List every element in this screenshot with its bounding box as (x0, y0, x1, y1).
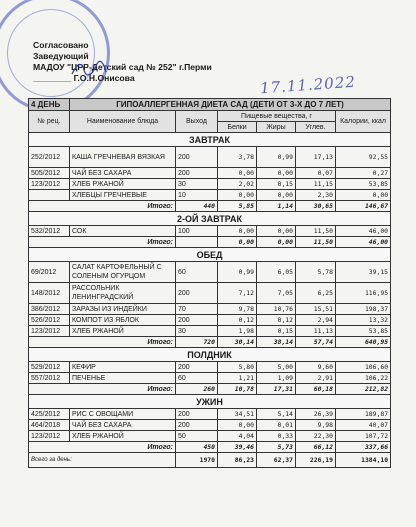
menu-table (28, 98, 391, 468)
total-yield (176, 237, 218, 248)
total-yield: 260 (176, 384, 218, 395)
fat-value: 10,76 (257, 304, 296, 315)
recipe-number: 252/2012 (29, 147, 70, 168)
kcal-value: 39,15 (336, 262, 391, 283)
recipe-number (29, 190, 70, 201)
kcal-value: 107,72 (336, 431, 391, 442)
protein-value: 1,21 (218, 373, 257, 384)
protein-value: 2,02 (218, 179, 257, 190)
day-label: 4 ДЕНЬ (29, 99, 70, 111)
kcal-value: 189,87 (336, 409, 391, 420)
carbs-value: 0,07 (296, 168, 336, 179)
grand-total-fat: 62,37 (257, 453, 296, 468)
recipe-number: 123/2012 (29, 326, 70, 337)
total-label: Итого: (29, 384, 176, 395)
total-yield: 450 (176, 442, 218, 453)
col-nutrients: Пищевые вещества, г (218, 111, 336, 122)
kcal-value: 198,37 (336, 304, 391, 315)
total-label: Итого: (29, 337, 176, 348)
fat-value: 6,05 (257, 262, 296, 283)
recipe-number: 526/2012 (29, 315, 70, 326)
dish-name: КОМПОТ ИЗ ЯБЛОК (70, 315, 176, 326)
total-label: Итого: (29, 201, 176, 212)
dish-yield: 30 (176, 179, 218, 190)
table-row (29, 168, 391, 179)
grand-total-carbs: 226,19 (296, 453, 336, 468)
dish-name: ПЕЧЕНЬЕ (70, 373, 176, 384)
carbs-value: 17,13 (296, 147, 336, 168)
dish-yield: 200 (176, 147, 218, 168)
protein-value: 4,04 (218, 431, 257, 442)
kcal-value: 116,95 (336, 283, 391, 304)
dish-name: ХЛЕБ РЖАНОЙ (70, 431, 176, 442)
dish-name: РАССОЛЬНИК ЛЕНИНГРАДСКИЙ (70, 283, 176, 304)
section-total-row (29, 442, 391, 453)
total-fat: 38,14 (257, 337, 296, 348)
total-label: Итого: (29, 442, 176, 453)
recipe-number: 425/2012 (29, 409, 70, 420)
protein-value: 3,78 (218, 147, 257, 168)
column-header-row (29, 111, 391, 122)
table-row (29, 226, 391, 237)
total-protein: 30,14 (218, 337, 257, 348)
recipe-number: 557/2012 (29, 373, 70, 384)
grand-total-row (29, 453, 391, 468)
recipe-number: 505/2012 (29, 168, 70, 179)
signature-mark (70, 60, 108, 78)
total-fat: 1,14 (257, 201, 296, 212)
dish-yield: 70 (176, 304, 218, 315)
table-row (29, 262, 391, 283)
total-label: Итого: (29, 237, 176, 248)
carbs-value: 11,50 (296, 226, 336, 237)
total-kcal: 337,66 (336, 442, 391, 453)
fat-value: 0,00 (257, 226, 296, 237)
fat-value: 0,12 (257, 315, 296, 326)
kcal-value: 46,00 (336, 226, 391, 237)
carbs-value: 2,30 (296, 190, 336, 201)
menu-body (29, 133, 391, 453)
carbs-value: 15,51 (296, 304, 336, 315)
col-recipe: № рец. (29, 111, 70, 133)
recipe-number: 123/2012 (29, 431, 70, 442)
grand-total-yield: 1970 (176, 453, 218, 468)
total-kcal: 640,95 (336, 337, 391, 348)
dish-yield: 60 (176, 262, 218, 283)
dish-yield: 200 (176, 420, 218, 431)
total-carbs: 66,12 (296, 442, 336, 453)
kcal-value: 40,07 (336, 420, 391, 431)
grand-total-protein: 86,23 (218, 453, 257, 468)
col-fat: Жиры (257, 122, 296, 133)
total-carbs: 57,74 (296, 337, 336, 348)
protein-value: 1,98 (218, 326, 257, 337)
total-protein: 0,00 (218, 237, 257, 248)
total-carbs: 60,18 (296, 384, 336, 395)
section-title: УЖИН (29, 395, 391, 409)
protein-value: 9,78 (218, 304, 257, 315)
section-title: ПОЛДНИК (29, 348, 391, 362)
table-row (29, 283, 391, 304)
kcal-value: 0,27 (336, 168, 391, 179)
dish-yield: 200 (176, 362, 218, 373)
dish-name: ЧАЙ БЕЗ САХАРА (70, 168, 176, 179)
section-header-lunch (29, 248, 391, 262)
total-yield: 720 (176, 337, 218, 348)
approval-organization: МАДОУ "ЦРР-Детский сад № 252" г.Перми (33, 62, 212, 72)
approval-signatory: ________ Г.О.Н.Онисова (33, 73, 135, 83)
table-row (29, 315, 391, 326)
col-protein: Белки (218, 122, 257, 133)
carbs-value: 5,78 (296, 262, 336, 283)
table-row (29, 362, 391, 373)
table-row (29, 420, 391, 431)
table-row (29, 190, 391, 201)
grand-total-label: Всего за день: (29, 453, 176, 468)
total-protein: 10,78 (218, 384, 257, 395)
protein-value: 34,51 (218, 409, 257, 420)
total-fat: 5,73 (257, 442, 296, 453)
protein-value: 0,12 (218, 315, 257, 326)
total-protein: 39,46 (218, 442, 257, 453)
recipe-number: 123/2012 (29, 179, 70, 190)
recipe-number: 69/2012 (29, 262, 70, 283)
fat-value: 0,15 (257, 326, 296, 337)
approval-block (33, 40, 212, 84)
dish-yield: 50 (176, 431, 218, 442)
recipe-number: 529/2012 (29, 362, 70, 373)
section-header-snack (29, 348, 391, 362)
fat-value: 0,00 (257, 168, 296, 179)
total-kcal: 212,82 (336, 384, 391, 395)
kcal-value: 106,60 (336, 362, 391, 373)
dish-yield: 200 (176, 283, 218, 304)
table-row (29, 179, 391, 190)
table-row (29, 326, 391, 337)
carbs-value: 11,13 (296, 326, 336, 337)
total-kcal: 146,67 (336, 201, 391, 212)
recipe-number: 464/2018 (29, 420, 70, 431)
kcal-value: 0,00 (336, 190, 391, 201)
section-title: ЗАВТРАК (29, 133, 391, 147)
table-row (29, 304, 391, 315)
dish-yield: 200 (176, 315, 218, 326)
total-yield: 440 (176, 201, 218, 212)
col-yield: Выход (176, 111, 218, 133)
section-title: 2-ОЙ ЗАВТРАК (29, 212, 391, 226)
recipe-number: 386/2012 (29, 304, 70, 315)
protein-value: 7,12 (218, 283, 257, 304)
dish-name: КАША ГРЕЧНЕВАЯ ВЯЗКАЯ (70, 147, 176, 168)
section-header-breakfast (29, 133, 391, 147)
diet-title: ГИПОАЛЛЕРГЕННАЯ ДИЕТА САД (ДЕТИ ОТ 3-Х ДО 7 ЛЕТ) (70, 99, 391, 111)
section-title: ОБЕД (29, 248, 391, 262)
col-carbs: Углев. (296, 122, 336, 133)
dish-yield: 100 (176, 226, 218, 237)
table-row (29, 431, 391, 442)
fat-value: 0,01 (257, 420, 296, 431)
fat-value: 5,14 (257, 409, 296, 420)
total-kcal: 46,00 (336, 237, 391, 248)
protein-value: 0,00 (218, 190, 257, 201)
dish-name: САЛАТ КАРТОФЕЛЬНЫЙ С СОЛЕНЫМ ОГУРЦОМ (70, 262, 176, 283)
section-total-row (29, 201, 391, 212)
col-name: Наименование блюда (70, 111, 176, 133)
dish-yield: 60 (176, 373, 218, 384)
fat-value: 0,15 (257, 179, 296, 190)
section-total-row (29, 384, 391, 395)
protein-value: 5,80 (218, 362, 257, 373)
approval-title: Согласовано (33, 40, 89, 50)
dish-yield: 10 (176, 190, 218, 201)
table-row (29, 409, 391, 420)
carbs-value: 6,25 (296, 283, 336, 304)
carbs-value: 22,30 (296, 431, 336, 442)
recipe-number: 148/2012 (29, 283, 70, 304)
total-fat: 0,00 (257, 237, 296, 248)
dish-name: ЗАРАЗЫ ИЗ ИНДЕЙКИ (70, 304, 176, 315)
table-row (29, 373, 391, 384)
section-total-row (29, 237, 391, 248)
total-carbs: 30,65 (296, 201, 336, 212)
kcal-value: 53,85 (336, 179, 391, 190)
table-title-row (29, 99, 391, 111)
dish-name: ХЛЕБЦЫ ГРЕЧНЕВЫЕ (70, 190, 176, 201)
kcal-value: 106,22 (336, 373, 391, 384)
kcal-value: 13,32 (336, 315, 391, 326)
carbs-value: 11,15 (296, 179, 336, 190)
kcal-value: 92,55 (336, 147, 391, 168)
col-kcal: Калории, ккал (336, 111, 391, 133)
table-row (29, 147, 391, 168)
carbs-value: 9,98 (296, 420, 336, 431)
grand-total-kcal: 1384,10 (336, 453, 391, 468)
dish-name: ЧАЙ БЕЗ САХАРА (70, 420, 176, 431)
dish-yield: 200 (176, 168, 218, 179)
approval-position: Заведующий (33, 51, 89, 61)
protein-value: 0,99 (218, 262, 257, 283)
fat-value: 1,09 (257, 373, 296, 384)
recipe-number: 532/2012 (29, 226, 70, 237)
protein-value: 0,00 (218, 168, 257, 179)
protein-value: 0,00 (218, 420, 257, 431)
fat-value: 0,00 (257, 190, 296, 201)
handwritten-date: 17.11.2022 (259, 72, 357, 98)
section-header-second-breakfast (29, 212, 391, 226)
total-protein: 5,85 (218, 201, 257, 212)
dish-name: СОК (70, 226, 176, 237)
section-header-dinner (29, 395, 391, 409)
carbs-value: 26,39 (296, 409, 336, 420)
dish-yield: 30 (176, 326, 218, 337)
carbs-value: 2,91 (296, 373, 336, 384)
total-fat: 17,31 (257, 384, 296, 395)
protein-value: 0,00 (218, 226, 257, 237)
carbs-value: 9,60 (296, 362, 336, 373)
section-total-row (29, 337, 391, 348)
fat-value: 0,33 (257, 431, 296, 442)
dish-name: ХЛЕБ РЖАНОЙ (70, 326, 176, 337)
fat-value: 7,05 (257, 283, 296, 304)
kcal-value: 53,85 (336, 326, 391, 337)
dish-name: КЕФИР (70, 362, 176, 373)
dish-name: РИС С ОВОЩАМИ (70, 409, 176, 420)
carbs-value: 2,94 (296, 315, 336, 326)
fat-value: 5,00 (257, 362, 296, 373)
fat-value: 0,99 (257, 147, 296, 168)
dish-yield: 200 (176, 409, 218, 420)
dish-name: ХЛЕБ РЖАНОЙ (70, 179, 176, 190)
total-carbs: 11,50 (296, 237, 336, 248)
